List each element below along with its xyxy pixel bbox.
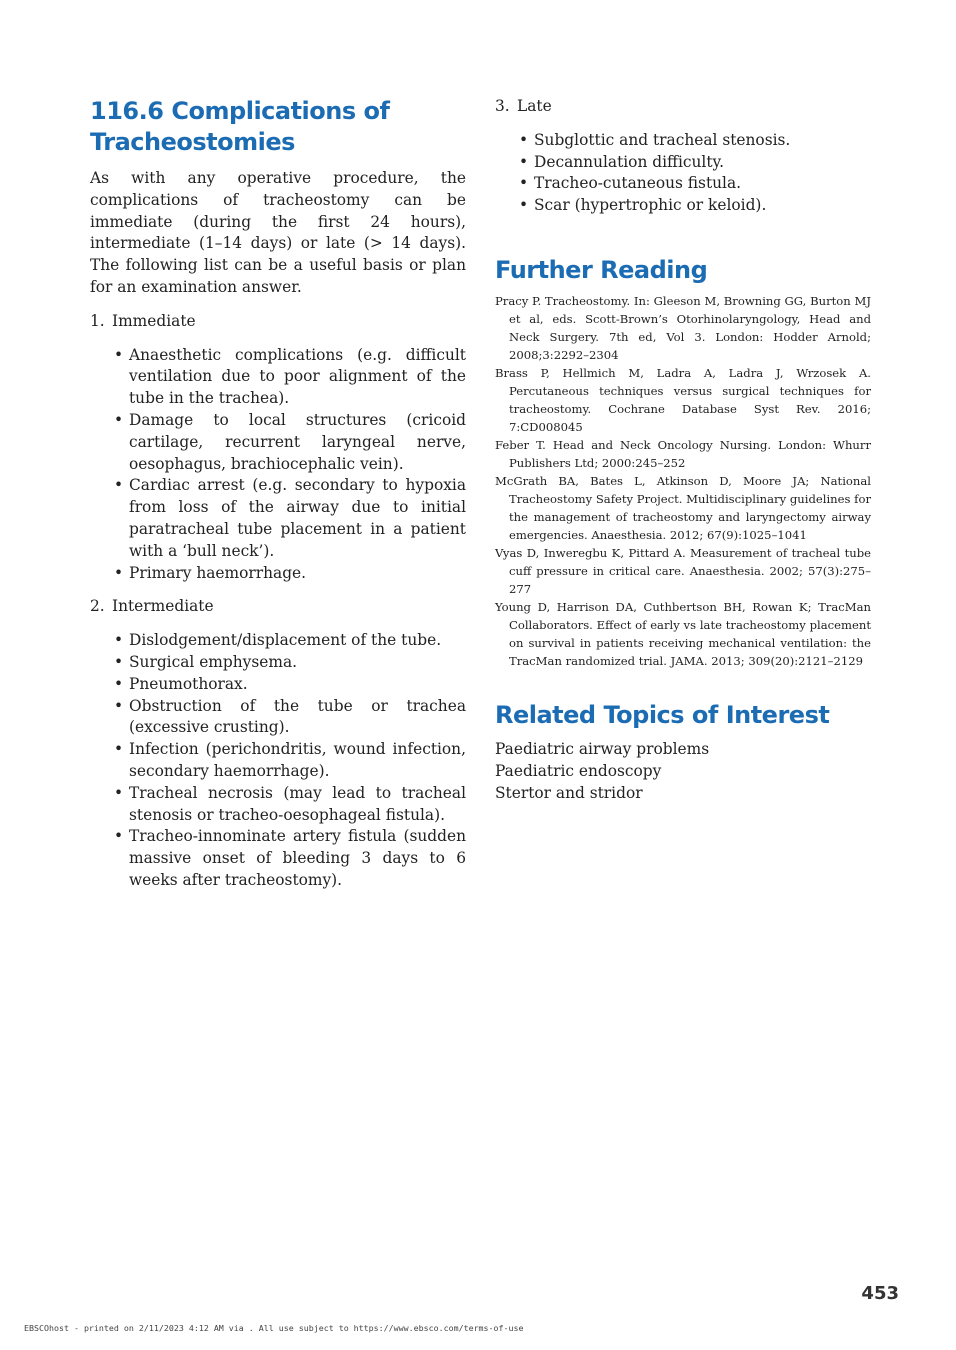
print-footer: EBSCOhost - printed on 2/11/2023 4:12 AM via . All use subject to https://www.ebsco.com/terms-of-use [24,1323,524,1333]
intro-paragraph: As with any operative procedure, the complications of tracheostomy can be immediate (during the first 24 hours), intermediate (1–14 days) or late (> 14 days). The following list can be a useful basis or plan for an examination answer. [90,169,466,296]
reference-list [495,292,871,670]
list-item: • Decannulation difficulty. [534,152,871,174]
list-item: • Tracheal necrosis (may lead to tracheal stenosis or tracheo-oesophageal fistula). [129,783,466,827]
related-topics-heading: Related Topics of Interest [495,700,830,729]
further-reading-heading: Further Reading [495,255,708,284]
bullet-list [495,130,871,217]
list-item: • Cardiac arrest (e.g. secondary to hypoxia from loss of the airway due to initial paratracheal tube placement in a patient with a ‘bull neck’). [129,475,466,562]
bullet-list [90,345,466,585]
related-topics-list [495,739,871,804]
list-item: • Pneumothorax. [129,674,466,696]
group-intermediate [90,596,466,891]
list-item: • Damage to local structures (cricoid cartilage, recurrent laryngeal nerve, oesophagus, brachiocephalic vein). [129,410,466,475]
group-label: Late [517,97,552,115]
group-label: Intermediate [112,597,214,616]
reference-item: Young D, Harrison DA, Cuthbertson BH, Rowan K; TracMan Collaborators. Effect of early vs late tracheostomy placement on survival in patients receiving mechanical ventilation: the TracMan randomized trial. JAMA. 2013; 309(20):2121–2129 [495,599,871,668]
left-column [90,96,466,892]
section-title [90,96,466,158]
reference-item: Vyas D, Inweregbu K, Pittard A. Measurement of tracheal tube cuff pressure in critical care. Anaesthesia. 2002; 57(3):275–277 [495,545,871,596]
list-item: • Anaesthetic complications (e.g. difficult ventilation due to poor alignment of the tube in the trachea). [129,345,466,410]
group-number: 1. [90,311,105,330]
reference-item: McGrath BA, Bates L, Atkinson D, Moore JA; National Tracheostomy Safety Project. Multidisciplinary guidelines for the management of tracheostomy and laryngectomy airway emergencies. Anaesthesia. 2012; 67(9):1025–1041 [495,473,871,542]
list-item: • Tracheo-innominate artery fistula (sudden massive onset of bleeding 3 days to 6 weeks after tracheostomy). [129,826,466,891]
list-item: • Scar (hypertrophic or keloid). [534,195,871,217]
group-late [495,96,871,217]
related-topic: Paediatric endoscopy [495,761,662,780]
group-immediate [90,311,466,585]
list-item: • Dislodgement/displacement of the tube. [129,630,466,652]
list-item: • Surgical emphysema. [129,652,466,674]
group-heading [495,96,871,118]
group-number: 3. [495,97,510,115]
section-number: 116.6 [90,97,164,125]
group-number: 2. [90,597,105,616]
list-item: • Infection (perichondritis, wound infection, secondary haemorrhage). [129,739,466,783]
right-column [495,96,871,804]
related-topic: Paediatric airway problems [495,739,710,758]
group-heading [90,596,466,618]
group-label: Immediate [112,311,196,330]
reference-item: Feber T. Head and Neck Oncology Nursing. London: Whurr Publishers Ltd; 2000:245–252 [495,437,871,470]
list-item: • Tracheo-cutaneous fistula. [534,173,871,195]
reference-item: Pracy P. Tracheostomy. In: Gleeson M, Browning GG, Burton MJ et al, eds. Scott-Brown’s Otorhinolaryngology, Head and Neck Surgery. 7th ed, Vol 3. London: Hodder Arnold; 2008;3:2292–2304 [495,293,871,362]
list-item: • Subglottic and tracheal stenosis. [534,130,871,152]
bullet-list [90,630,466,892]
reference-item: Brass P, Hellmich M, Ladra A, Ladra J, Wrzosek A. Percutaneous techniques versus surgical techniques for tracheostomy. Cochrane Database Syst Rev. 2016; 7:CD008045 [495,365,871,434]
related-topic: Stertor and stridor [495,783,643,802]
page-number: 453 [861,1283,899,1304]
list-item: • Obstruction of the tube or trachea (excessive crusting). [129,696,466,740]
list-item: • Primary haemorrhage. [129,563,466,585]
group-heading [90,311,466,333]
section-title-text: Complications of Tracheostomies [90,97,390,156]
